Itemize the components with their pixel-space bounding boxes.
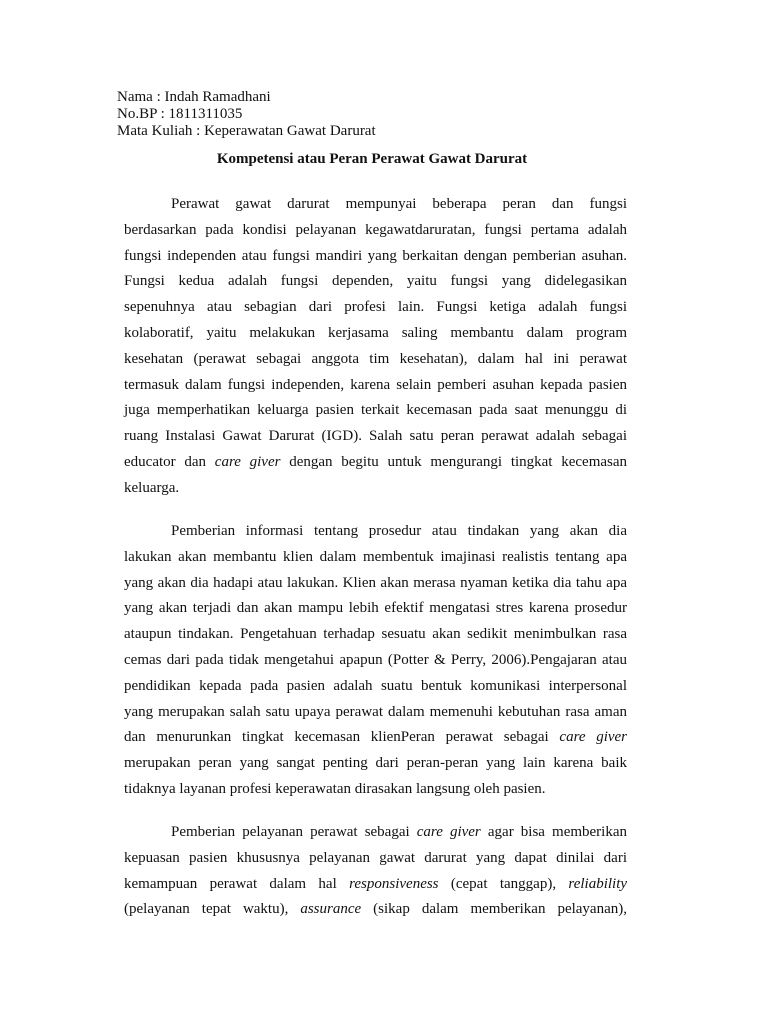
paragraph-line xyxy=(124,725,627,751)
paragraph-line: keluarga. xyxy=(124,479,180,496)
paragraph-line: kolaboratif, yaitu melakukan kerjasama saling membantu dalam program xyxy=(124,324,627,341)
text-run: agar bisa memberikan xyxy=(487,824,628,840)
student-id: No.BP : 1811311035 xyxy=(117,106,243,122)
paragraph-line: ruang Instalasi Gawat Darurat (IGD). Salah satu peran perawat adalah sebagai xyxy=(124,428,627,445)
italic-term: responsiveness xyxy=(349,875,439,892)
italic-term: care giver xyxy=(416,824,481,840)
paragraph-line: kepuasan pasien khususnya pelayanan gawat darurat yang dapat dinilai dari xyxy=(124,849,627,866)
text-run: educator dan xyxy=(124,453,207,470)
paragraph-line: tidaknya layanan profesi keperawatan dirasakan langsung oleh pasien. xyxy=(124,780,546,797)
paragraph-line xyxy=(124,820,627,846)
text-run: dengan begitu untuk mengurangi tingkat kecemasan xyxy=(289,453,628,470)
paragraph-line: fungsi independen atau fungsi mandiri yang berkaitan dengan pemberian asuhan. xyxy=(124,247,627,264)
document-title: Kompetensi atau Peran Perawat Gawat Darurat xyxy=(216,151,528,167)
student-info xyxy=(117,89,376,140)
italic-term: assurance xyxy=(300,901,362,918)
text-run: dan menurunkan tingkat kecemasan klienPeran perawat sebagai xyxy=(124,729,549,746)
paragraph-line xyxy=(124,872,627,898)
text-run: (cepat tanggap), xyxy=(450,875,557,892)
paragraph-line: merupakan peran yang sangat penting dari peran-peran yang lain karena baik xyxy=(124,755,627,772)
student-name: Nama : Indah Ramadhani xyxy=(117,89,271,105)
course-name: Mata Kuliah : Keperawatan Gawat Darurat xyxy=(117,123,376,139)
paragraph-line: termasuk dalam fungsi independen, karena selain pemberi asuhan kepada pasien xyxy=(124,376,627,393)
italic-term: care giver xyxy=(214,453,281,470)
paragraph-line: kesehatan (perawat sebagai anggota tim kesehatan), dalam hal ini perawat xyxy=(124,350,627,367)
paragraph-line: sepenuhnya atau sebagian dari profesi lain. Fungsi ketiga adalah fungsi xyxy=(124,299,627,316)
paragraph-2 xyxy=(124,519,627,803)
paragraph-3 xyxy=(124,820,627,923)
text-run: (sikap dalam memberikan pelayanan), xyxy=(373,901,627,918)
paragraph-line: yang akan dia hadapi atau lakukan. Klien akan merasa nyaman ketika dia tahu apa xyxy=(124,574,627,591)
text-run: (pelayanan tepat waktu), xyxy=(124,901,289,918)
italic-term: care giver xyxy=(559,729,628,746)
paragraph-line: pendidikan kepada pada pasien adalah suatu bentuk komunikasi interpersonal xyxy=(124,677,627,694)
paragraph-line: lakukan akan membantu klien dalam membentuk imajinasi realistis tentang apa xyxy=(124,548,627,565)
text-run: kemampuan perawat dalam hal xyxy=(124,875,337,892)
paragraph-line: cemas dari pada tidak mengetahui apapun (Potter & Perry, 2006).Pengajaran atau xyxy=(124,651,627,668)
italic-term: reliability xyxy=(568,875,628,892)
paragraph-line: juga memperhatikan keluarga pasien terkait kecemasan pada saat menunggu di xyxy=(124,402,627,419)
paragraph-line: Pemberian informasi tentang prosedur atau tindakan yang akan dia xyxy=(171,523,627,539)
text-run: Pemberian pelayanan perawat sebagai xyxy=(171,824,410,840)
paragraph-line: berdasarkan pada kondisi pelayanan kegawatdaruratan, fungsi pertama adalah xyxy=(124,221,627,238)
paragraph-line: Perawat gawat darurat mempunyai beberapa peran dan fungsi xyxy=(171,196,627,212)
paragraph-line: Fungsi kedua adalah fungsi dependen, yaitu fungsi yang didelegasikan xyxy=(124,273,627,290)
paragraph-line xyxy=(124,450,627,476)
paragraph-line xyxy=(124,897,627,923)
paragraph-1 xyxy=(124,192,627,502)
paragraph-line: yang akan terjadi dan akan mampu lebih efektif mengatasi stres karena prosedur xyxy=(124,600,627,617)
paragraph-line: yang merupakan salah satu upaya perawat dalam memenuhi kebutuhan rasa aman xyxy=(124,703,627,720)
paragraph-line: ataupun tindakan. Pengetahuan terhadap sesuatu akan sedikit menimbulkan rasa xyxy=(124,626,627,643)
